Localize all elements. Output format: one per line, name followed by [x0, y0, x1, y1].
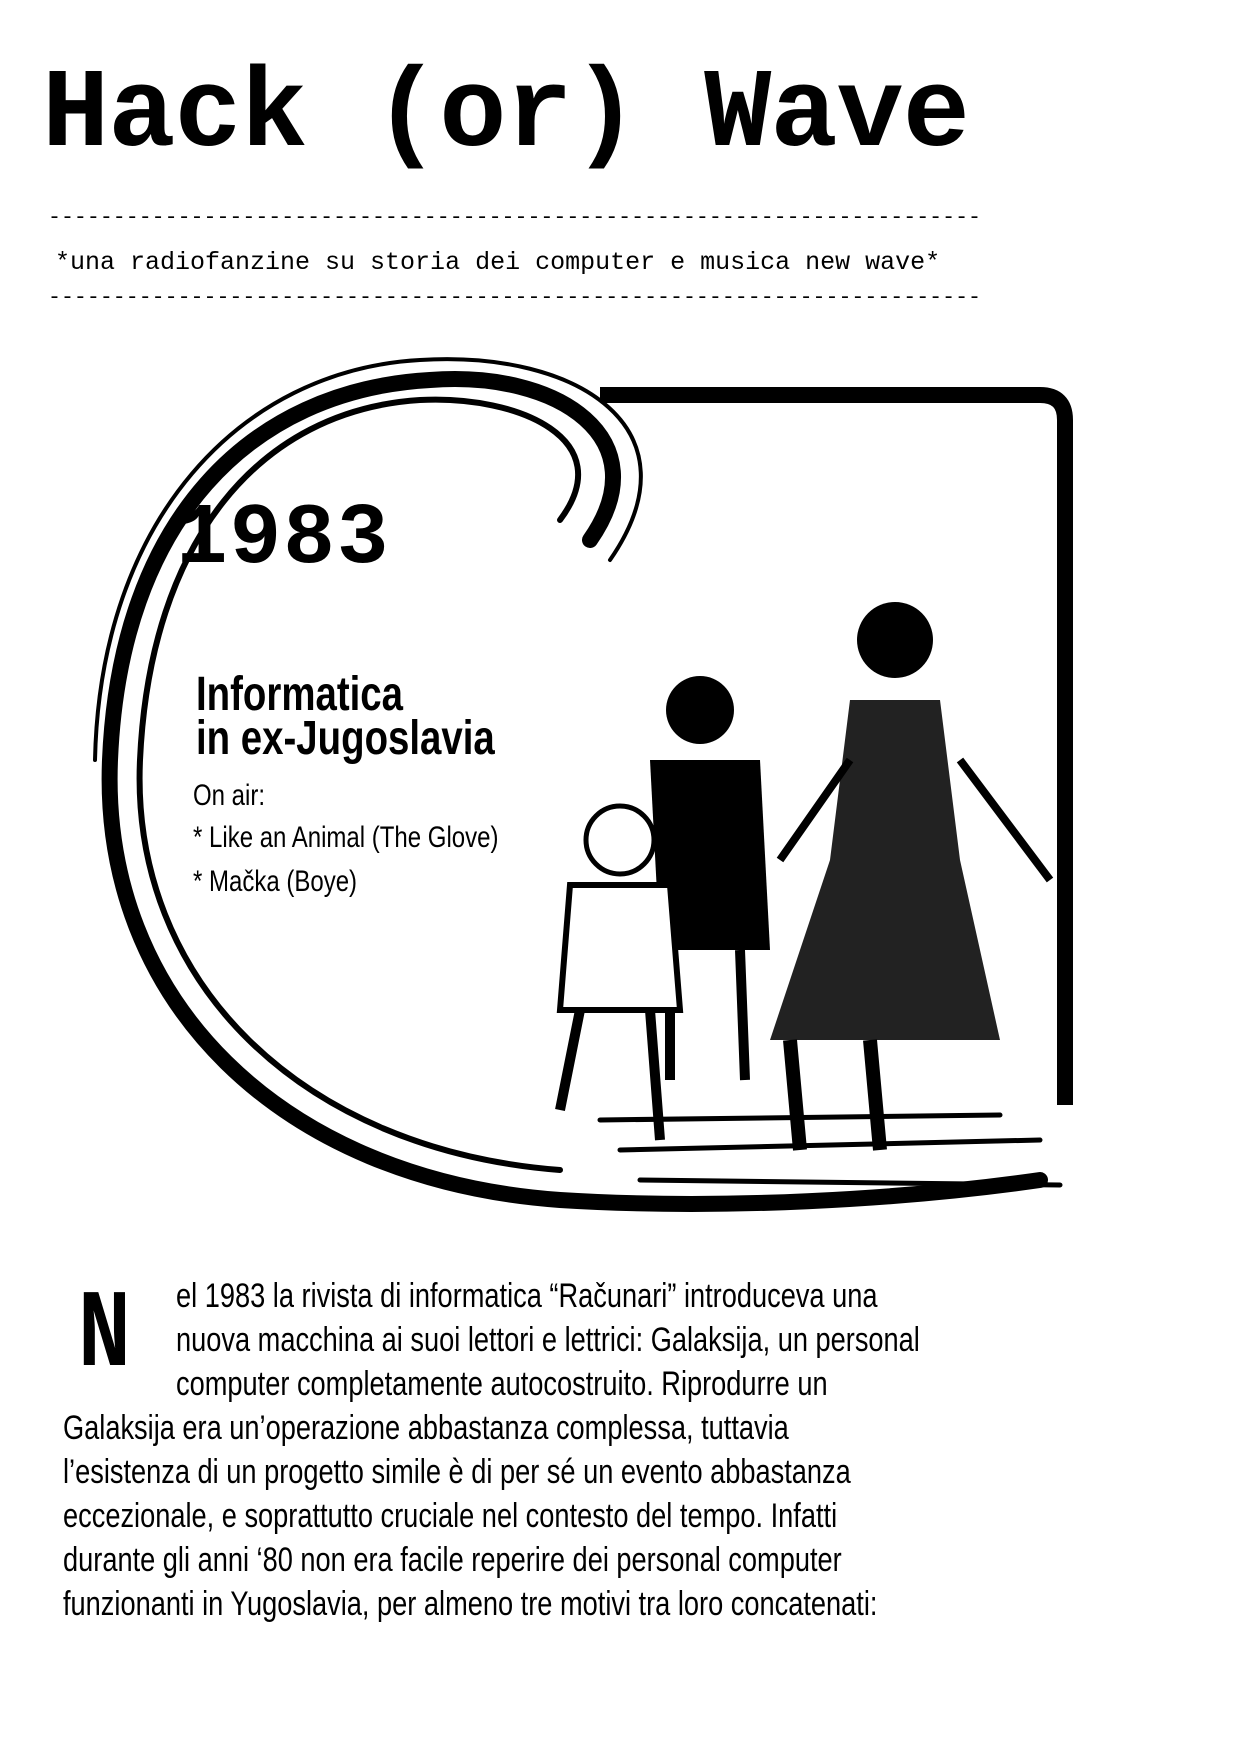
masthead-title: Hack (or) Wave — [42, 52, 969, 179]
subtitle: *una radiofanzine su storia dei computer e musica new wave* — [55, 248, 941, 277]
track-item: * Like an Animal (The Glove) — [193, 821, 499, 854]
article-line: computer completamente autocostruito. Riprodurre un — [176, 1365, 828, 1403]
divider-bottom: ------------------------------------------------------------------------ — [48, 286, 982, 310]
article-line: Galaksija era un’operazione abbastanza complessa, tuttavia — [63, 1409, 789, 1447]
article-line: funzionanti in Yugoslavia, per almeno tre motivi tra loro concatenati: — [63, 1585, 878, 1623]
figures-illustration — [560, 602, 1050, 1150]
drop-cap: N — [78, 1274, 131, 1399]
track-item: * Mačka (Boye) — [193, 865, 358, 898]
feature-year: 1983 — [176, 490, 391, 588]
article-line: l’esistenza di un progetto simile è di per sé un evento abbastanza — [63, 1453, 851, 1491]
article-line: el 1983 la rivista di informatica “Računari” introduceva una — [176, 1277, 878, 1315]
feature-headline-line: Informatica — [196, 668, 403, 721]
article-line: eccezionale, e soprattutto cruciale nel contesto del tempo. Infatti — [63, 1497, 838, 1535]
article-line: nuova macchina ai suoi lettori e lettrici: Galaksija, un personal — [176, 1321, 920, 1359]
on-air-label: On air: — [193, 779, 266, 812]
article-line: durante gli anni ‘80 non era facile reperire dei personal computer — [63, 1541, 842, 1579]
feature-headline-line: in ex-Jugoslavia — [196, 712, 495, 765]
divider-top: ------------------------------------------------------------------------ — [48, 206, 982, 230]
